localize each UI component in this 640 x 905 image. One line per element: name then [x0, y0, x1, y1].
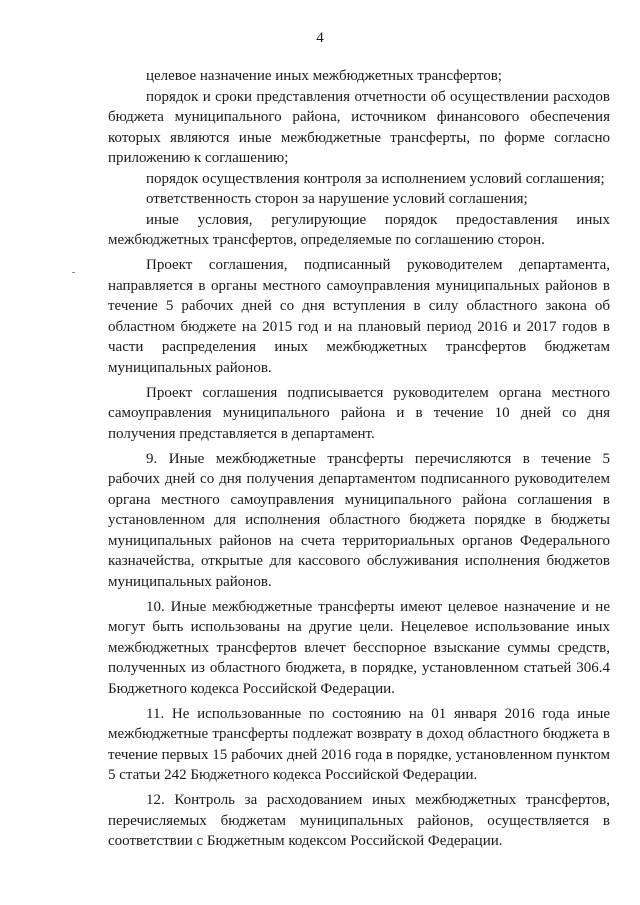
paragraph-draft-agreement-sent: Проект соглашения, подписанный руководителем департамента, направляется в органы местного самоуправления муниципальных районов в течение 5 рабочих дней со дня вступления в силу областного закона об областном бюджете на 2015 год и на плановый период 2016 и 2017 годов в части распределения иных межбюджетных трансфертов бюджетам муниципальных районов.	[108, 257, 610, 376]
paragraph-item-9: 9. Иные межбюджетные трансферты перечисляются в течение 5 рабочих дней со дня получения департаментом подписанного руководителем органа местного самоуправления муниципального района соглашения в установленном для исполнения областного бюджета порядке в бюджеты муниципальных районов на счета территориальных органов Федерального казначейства, открытые для кассового обслуживания исполнения бюджетов муниципальных районов.	[108, 450, 610, 590]
paragraph-item-11: 11. Не использованные по состоянию на 01 января 2016 года иные межбюджетные трансферты подлежат возврату в доход областного бюджета в течение первых 15 рабочих дней 2016 года в порядке, установленном пунктом 5 статьи 242 Бюджетного кодекса Российской Федерации.	[108, 705, 610, 783]
margin-mark	[72, 272, 75, 273]
paragraph-item-12: 12. Контроль за расходованием иных межбюджетных трансфертов, перечисляемых бюджетам муниципальных районов, осуществляется в соответствии с Бюджетным кодексом Российской Федерации.	[108, 792, 610, 849]
document-body	[108, 66, 610, 852]
paragraph-other-conditions: иные условия, регулирующие порядок предоставления иных межбюджетных трансфертов, определяемые по соглашению сторон.	[108, 211, 610, 248]
paragraph-target-purpose: целевое назначение иных межбюджетных трансфертов;	[146, 68, 502, 84]
paragraph-reporting-procedure: порядок и сроки представления отчетности об осуществлении расходов бюджета муниципального района, источником финансового обеспечения которых являются иные межбюджетные трансферты, по форме согласно приложению к соглашению;	[108, 88, 610, 166]
page-number: 4	[316, 30, 324, 46]
paragraph-draft-agreement-signed: Проект соглашения подписывается руководителем органа местного самоуправления муниципального района и в течение 10 дней со дня получения представляется в департамент.	[108, 384, 610, 442]
paragraph-control-procedure: порядок осуществления контроля за исполнением условий соглашения;	[146, 170, 605, 187]
paragraph-item-10: 10. Иные межбюджетные трансферты имеют целевое назначение и не могут быть использованы на другие цели. Нецелевое использование иных межбюджетных трансфертов влечет бесспорное взыскание суммы средств, полученных из областного бюджета, в порядке, установленном статьей 306.4 Бюджетного кодекса Российской Федерации.	[108, 598, 610, 697]
paragraph-party-liability: ответственность сторон за нарушение условий соглашения;	[146, 191, 528, 207]
